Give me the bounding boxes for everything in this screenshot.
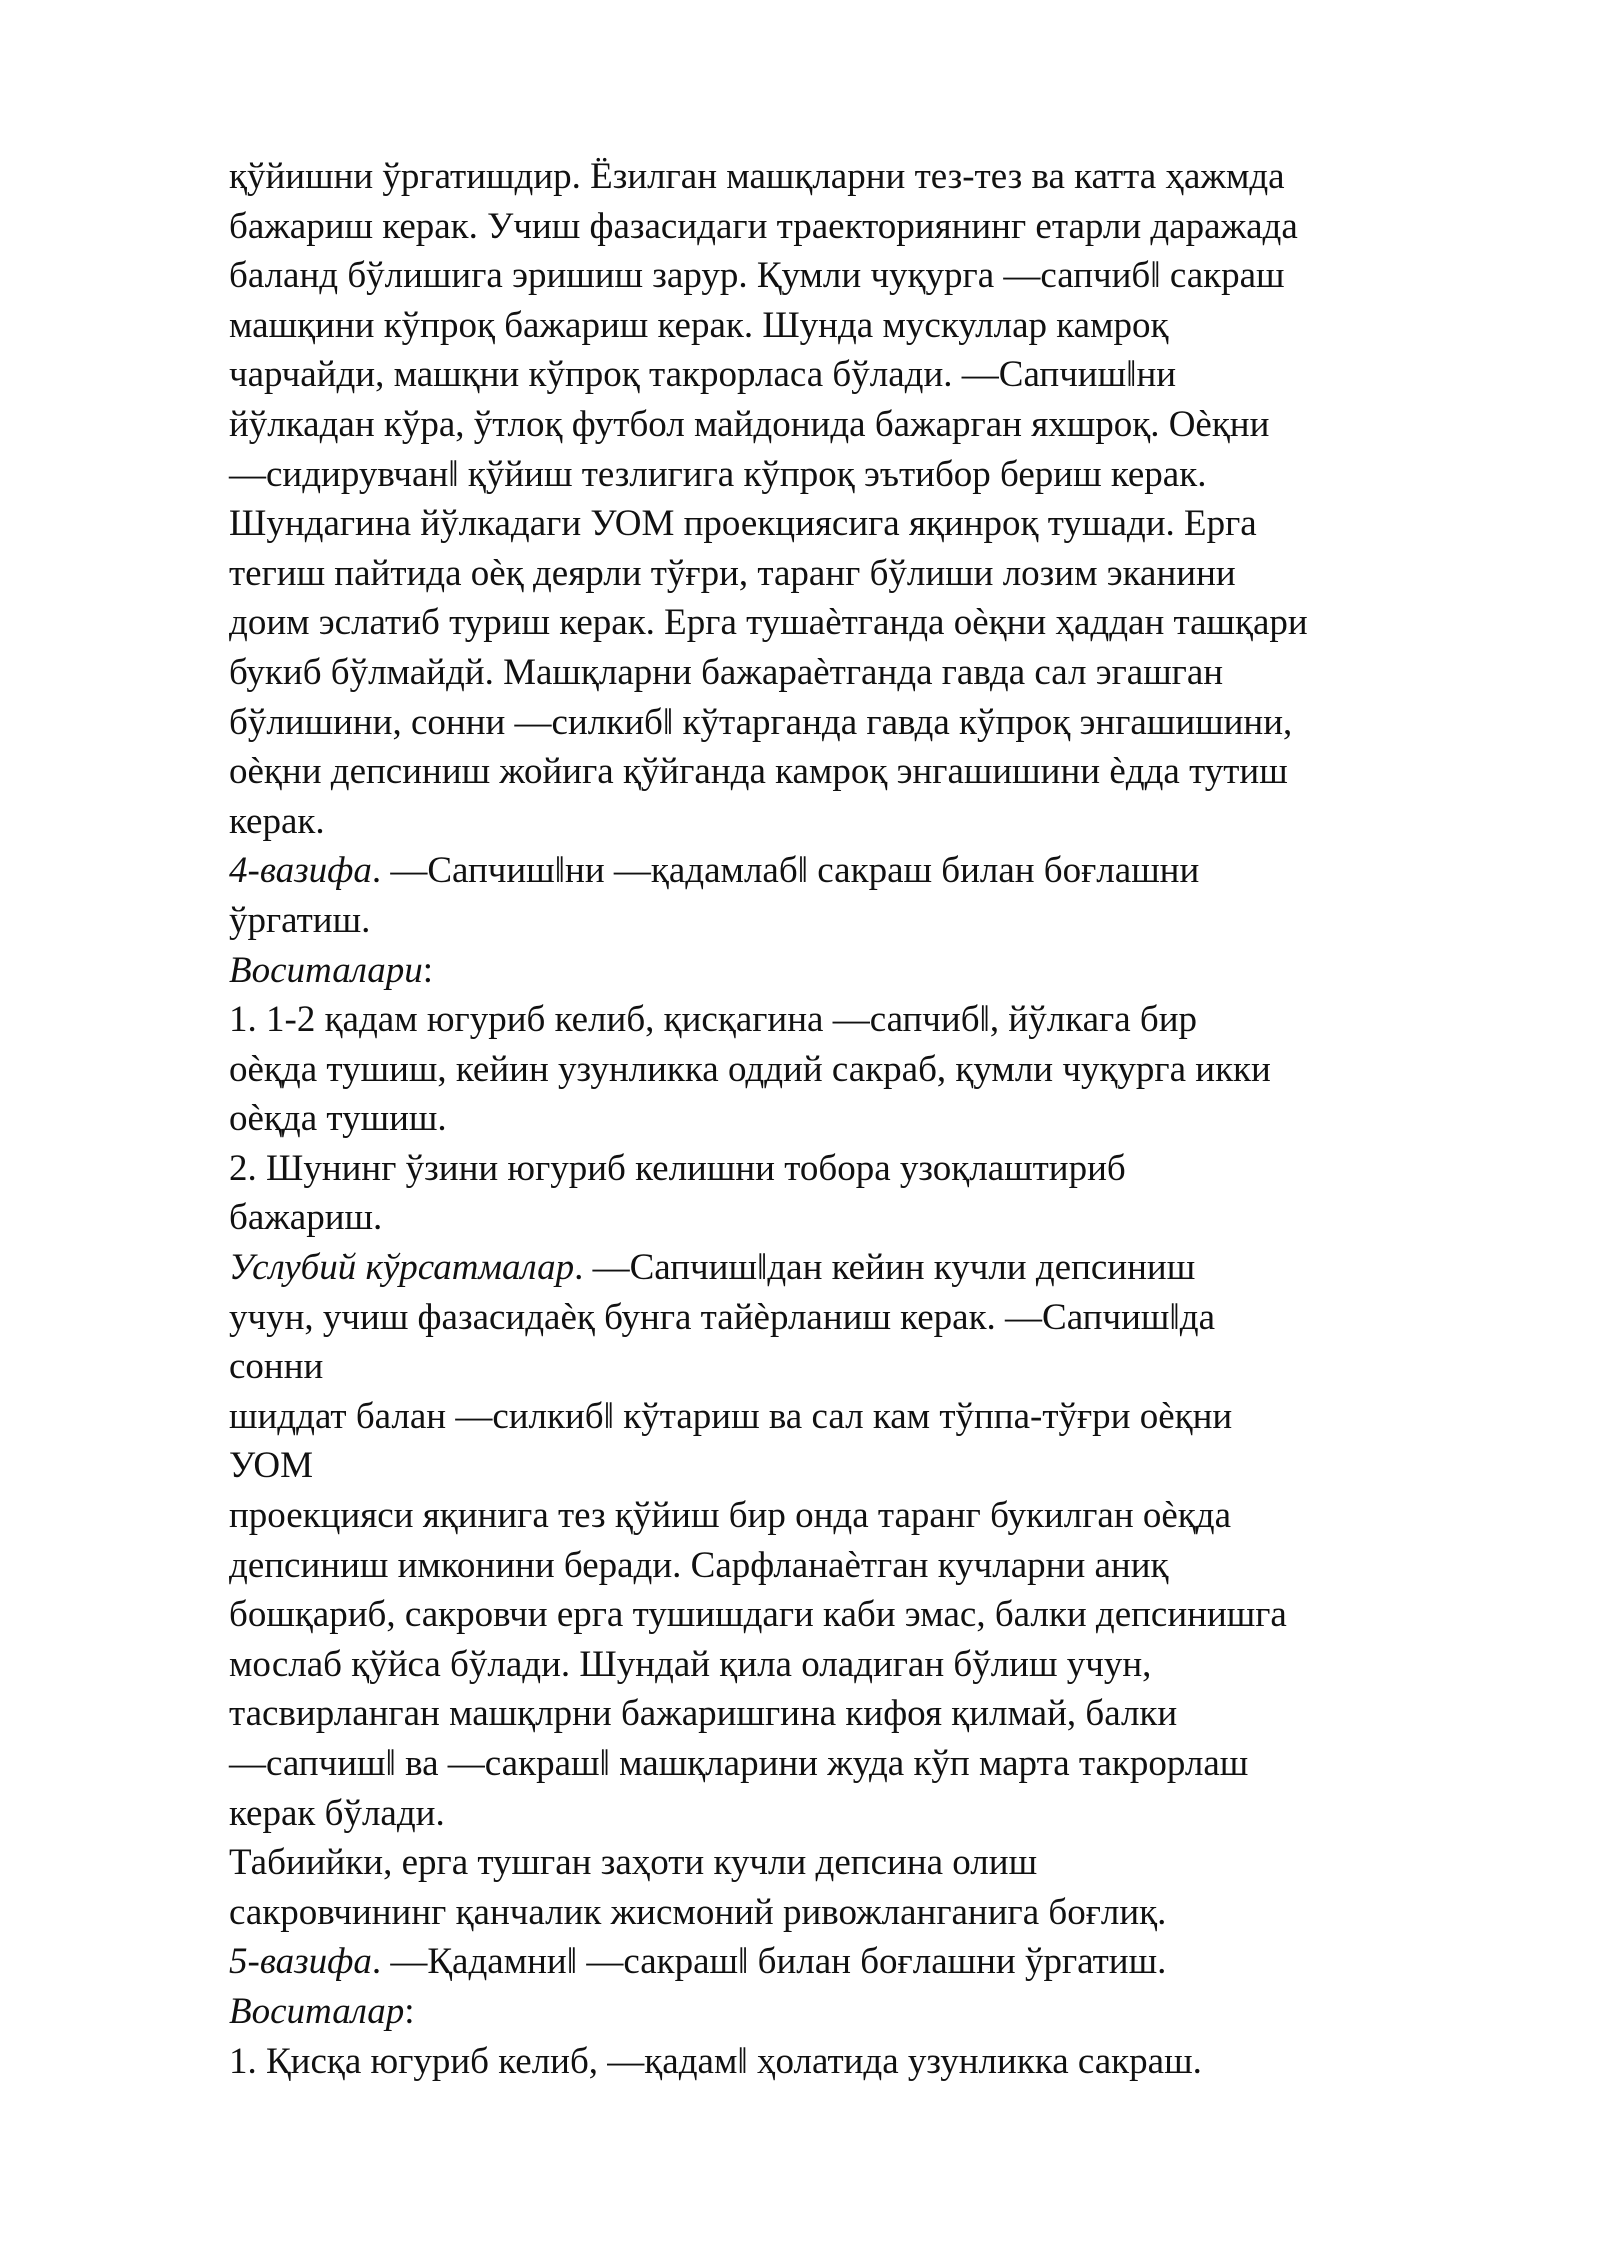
text-segment: тасвирланган машқлрни бажаришгина кифоя қилмай, балки bbox=[229, 1693, 1178, 1735]
text-segment: проекцияси яқинига тез қўйиш бир онда таранг букилган оѐқда bbox=[229, 1495, 1232, 1537]
text-line bbox=[229, 350, 1529, 400]
text-segment: бажариш керак. Учиш фазасидаги траекториянинг етарли даражада bbox=[229, 205, 1298, 247]
text-line bbox=[229, 301, 1529, 351]
text-line bbox=[229, 1144, 1529, 1194]
text-segment: оѐқда тушиш. bbox=[229, 1098, 447, 1140]
text-segment: керак. bbox=[229, 800, 325, 842]
italic-term: 5-вазифа bbox=[229, 1941, 372, 1983]
text-line bbox=[229, 1441, 1529, 1491]
text-segment: 1. 1-2 қадам югуриб келиб, қисқагина ―сапчиб‖, йўлкага бир bbox=[229, 999, 1197, 1041]
text-line bbox=[229, 1342, 1529, 1392]
text-segment: . ―Сапчиш‖ни ―қадамлаб‖ сакраш билан боғлашни bbox=[371, 850, 1200, 892]
text-segment: шиддат балан ―силкиб‖ кўтариш ва сал кам тўппа-тўғри оѐқни bbox=[229, 1395, 1233, 1437]
text-line bbox=[229, 450, 1529, 500]
text-segment: доим эслатиб туриш керак. Ерга тушаѐтганда оѐқни ҳаддан ташқари bbox=[229, 602, 1308, 644]
text-segment: ―сидирувчан‖ қўйиш тезлигига кўпроқ эътибор бериш керак. bbox=[229, 453, 1207, 495]
text-segment: Шундагина йўлкадаги УОМ проекциясига яқинроқ тушади. Ерга bbox=[229, 503, 1257, 545]
text-line bbox=[229, 598, 1529, 648]
text-line bbox=[229, 499, 1529, 549]
text-segment: депсиниш имконини беради. Сарфланаѐтган кучларни аниқ bbox=[229, 1544, 1169, 1586]
text-line bbox=[229, 1937, 1529, 1987]
text-line bbox=[229, 698, 1529, 748]
text-segment: : bbox=[404, 1990, 415, 2032]
italic-term: Воситалари bbox=[229, 949, 423, 991]
text-line bbox=[229, 1590, 1529, 1640]
text-segment: . ―Сапчиш‖дан кейин кучли депсиниш bbox=[574, 1247, 1196, 1289]
italic-term: Воситалар bbox=[229, 1990, 405, 2032]
text-line bbox=[229, 1491, 1529, 1541]
text-line bbox=[229, 251, 1529, 301]
text-segment: учун, учиш фазасидаѐқ бунга тайѐрланиш керак. ―Сапчиш‖да bbox=[229, 1296, 1216, 1338]
text-segment: ўргатиш. bbox=[229, 899, 371, 941]
text-line bbox=[229, 152, 1529, 202]
text-line bbox=[229, 1789, 1529, 1839]
text-line bbox=[229, 1193, 1529, 1243]
text-line bbox=[229, 995, 1529, 1045]
text-line bbox=[229, 1392, 1529, 1442]
text-segment: мослаб қўйса бўлади. Шундай қила оладиган бўлиш учун, bbox=[229, 1643, 1152, 1685]
text-segment: сонни bbox=[229, 1346, 324, 1388]
text-segment: бошқариб, сакровчи ерга тушишдаги каби эмас, балки депсинишга bbox=[229, 1594, 1287, 1636]
italic-term: 4-вазифа bbox=[229, 850, 372, 892]
text-line bbox=[229, 1689, 1529, 1739]
italic-term: Услубий кўрсатмалар bbox=[229, 1247, 575, 1289]
text-line bbox=[229, 1293, 1529, 1343]
text-line bbox=[229, 1045, 1529, 1095]
text-line bbox=[229, 1640, 1529, 1690]
text-line bbox=[229, 2037, 1529, 2087]
text-segment: тегиш пайтида оѐқ деярли тўғри, таранг бўлиши лозим эканини bbox=[229, 552, 1236, 594]
text-line bbox=[229, 648, 1529, 698]
text-line bbox=[229, 1739, 1529, 1789]
text-segment: букиб бўлмайдй. Машқларни бажараѐтганда гавда сал эгашган bbox=[229, 651, 1224, 693]
text-segment: УОМ bbox=[229, 1445, 313, 1487]
text-segment: машқини кўпроқ бажариш керак. Шунда мускуллар камроқ bbox=[229, 304, 1169, 346]
text-segment: сакровчининг қанчалик жисмоний ривожланганига боғлиқ. bbox=[229, 1891, 1167, 1933]
text-segment: Табиийки, ерга тушган заҳоти кучли депсина олиш bbox=[229, 1842, 1038, 1884]
text-line bbox=[229, 846, 1529, 896]
text-line bbox=[229, 202, 1529, 252]
text-segment: 1. Қисқа югуриб келиб, ―қадам‖ ҳолатида узунликка сакраш. bbox=[229, 2040, 1202, 2082]
text-segment: чарчайди, машқни кўпроқ такрорласа бўлади. ―Сапчиш‖ни bbox=[229, 354, 1177, 396]
text-segment: 2. Шунинг ўзини югуриб келишни тобора узоқлаштириб bbox=[229, 1147, 1126, 1189]
text-segment: оѐқда тушиш, кейин узунликка оддий сакраб, қумли чуқурга икки bbox=[229, 1048, 1271, 1090]
text-segment: керак бўлади. bbox=[229, 1792, 445, 1834]
text-line bbox=[229, 400, 1529, 450]
text-segment: : bbox=[422, 949, 434, 991]
text-line bbox=[229, 946, 1529, 996]
text-segment: йўлкадан кўра, ўтлоқ футбол майдонида бажарган яхшроқ. Оѐқни bbox=[229, 403, 1270, 445]
text-line bbox=[229, 1987, 1529, 2037]
text-line bbox=[229, 1243, 1529, 1293]
text-line bbox=[229, 1838, 1529, 1888]
document-page bbox=[229, 152, 1529, 2086]
text-segment: баланд бўлишига эришиш зарур. Қумли чуқурга ―сапчиб‖ сакраш bbox=[229, 255, 1285, 297]
text-segment: оѐқни депсиниш жойига қўйганда камроқ энгашишини ѐдда тутиш bbox=[229, 751, 1288, 793]
text-line bbox=[229, 1541, 1529, 1591]
text-segment: қўйишни ўргатишдир. Ёзилган машқларни тез-тез ва катта ҳажмда bbox=[229, 156, 1285, 197]
text-segment: бажариш. bbox=[229, 1197, 383, 1239]
text-line bbox=[229, 797, 1529, 847]
text-line bbox=[229, 549, 1529, 599]
text-line bbox=[229, 747, 1529, 797]
text-line bbox=[229, 1094, 1529, 1144]
text-segment: . ―Қадамни‖ ―сакраш‖ билан боғлашни ўргатиш. bbox=[371, 1941, 1167, 1983]
text-segment: бўлишини, сонни ―силкиб‖ кўтарганда гавда кўпроқ энгашишини, bbox=[229, 701, 1293, 743]
text-line bbox=[229, 896, 1529, 946]
text-segment: ―сапчиш‖ ва ―сакраш‖ машқларини жуда кўп марта такрорлаш bbox=[229, 1743, 1249, 1784]
text-line bbox=[229, 1888, 1529, 1938]
